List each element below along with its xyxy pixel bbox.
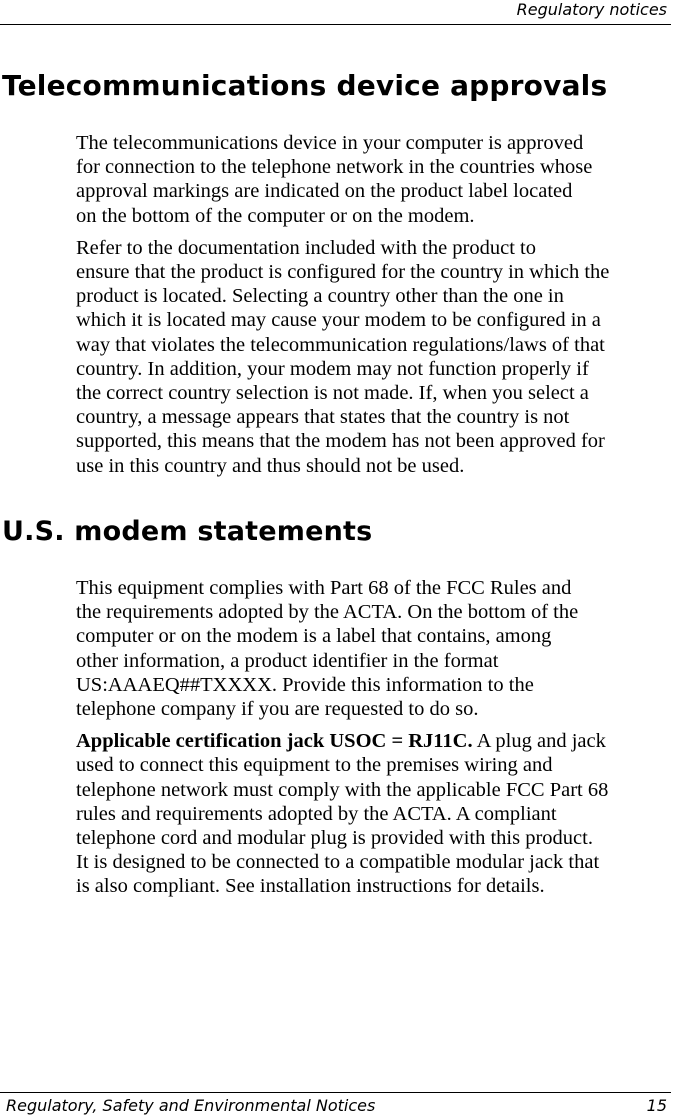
text-line xyxy=(76,729,675,753)
text-line: The telecommunications device in your computer is approved xyxy=(76,132,584,154)
paragraph xyxy=(76,236,675,478)
running-footer-title: Regulatory, Safety and Environmental Notices xyxy=(6,1096,376,1115)
text-line: product is located. Selecting a country other than the one in xyxy=(76,285,564,308)
text-line: which it is located may cause your modem to be configured in a xyxy=(76,309,601,332)
text-line: used to connect this equipment to the premises wiring and xyxy=(76,754,553,777)
text-line: country, a message appears that states that the country is not xyxy=(76,406,570,429)
text-line: telephone company if you are requested to do so. xyxy=(76,698,479,721)
paragraph xyxy=(76,576,675,721)
bold-lead-in: Applicable certification jack USOC = RJ11C. xyxy=(76,730,473,753)
section-heading-us-modem-statements: U.S. modem statements xyxy=(2,516,373,547)
text-line: US:AAAEQ##TXXXX. Provide this information to the xyxy=(76,673,534,696)
text-line: supported, this means that the modem has not been approved for xyxy=(76,430,605,453)
text-line: other information, a product identifier in the format xyxy=(76,649,499,672)
text-line: telephone network must comply with the applicable FCC Part 68 xyxy=(76,778,609,801)
text-line: approval markings are indicated on the product label located xyxy=(76,180,573,203)
page-header xyxy=(0,0,671,25)
text-line: This equipment complies with Part 68 of the FCC Rules and xyxy=(76,577,572,599)
text-line: use in this country and thus should not be used. xyxy=(76,454,465,477)
text-line: country. In addition, your modem may not function properly if xyxy=(76,357,589,380)
text-line: computer or on the modem is a label that contains, among xyxy=(76,625,552,648)
text-line: It is designed to be connected to a compatible modular jack that xyxy=(76,851,600,874)
paragraph xyxy=(76,131,675,228)
text-line: rules and requirements adopted by the ACTA. A compliant xyxy=(76,802,557,825)
text-line: Refer to the documentation included with the product to xyxy=(76,236,536,259)
section-us-modem-statements-body xyxy=(76,576,675,907)
text-line: the requirements adopted by the ACTA. On the bottom of the xyxy=(76,601,579,624)
text-line: for connection to the telephone network in the countries whose xyxy=(76,156,593,179)
text-line: on the bottom of the computer or on the modem. xyxy=(76,204,475,227)
text-line: the correct country selection is not made. If, when you select a xyxy=(76,382,589,405)
running-header-title: Regulatory notices xyxy=(516,0,667,19)
page-footer xyxy=(0,1092,671,1118)
text-line: way that violates the telecommunication regulations/laws of that xyxy=(76,333,605,356)
text-run: A plug and jack xyxy=(472,730,606,753)
section-heading-telecom-approvals: Telecommunications device approvals xyxy=(2,69,608,102)
section-telecom-approvals-body xyxy=(76,131,675,486)
text-line: ensure that the product is configured for the country in which the xyxy=(76,261,610,284)
text-line: telephone cord and modular plug is provided with this product. xyxy=(76,827,593,850)
text-line: is also compliant. See installation instructions for details. xyxy=(76,875,545,898)
page-number: 15 xyxy=(646,1096,667,1115)
paragraph xyxy=(76,729,675,898)
